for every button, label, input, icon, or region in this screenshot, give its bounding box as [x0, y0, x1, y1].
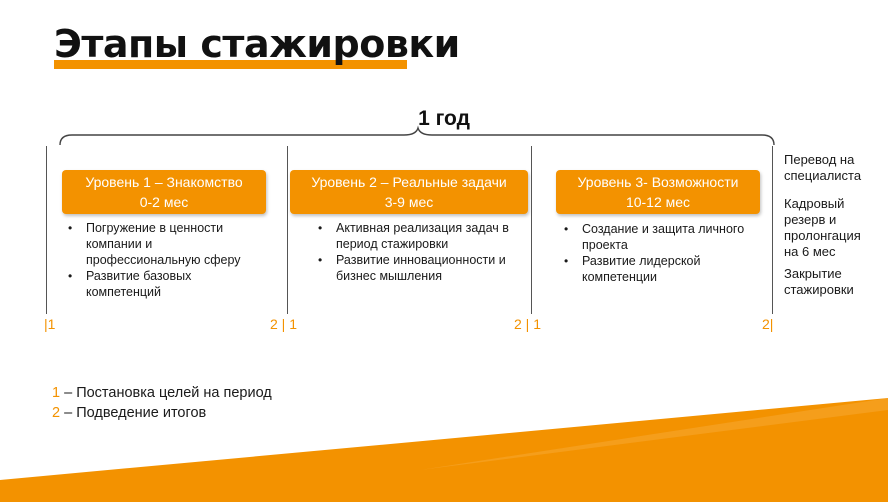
level-3-months: 10-12 мес [625, 194, 691, 210]
outcome-close: Закрытие стажировки [784, 266, 854, 297]
page-title: Этапы стажировки [54, 22, 460, 66]
list-item: • Развитие инновационности и бизнес мышления [314, 252, 514, 284]
legend-number: 1 [52, 385, 61, 401]
level-1-months: 0-2 мес [139, 194, 189, 210]
list-item: • Активная реализация задач в период стажировки [314, 220, 514, 252]
list-item: • Развитие лидерской компетенции [560, 253, 760, 285]
legend-text: – Постановка целей на период [60, 385, 272, 401]
marker-start: |1 [44, 316, 56, 332]
level-2-months: 3-9 мес [384, 194, 434, 210]
legend-text: – Подведение итогов [60, 405, 207, 421]
outcome-transfer: Перевод на специалиста [784, 152, 862, 183]
marker-end: 2| [762, 316, 774, 332]
period-label: 1 год [418, 107, 470, 130]
level-2-heading: Уровень 2 – Реальные задачи [311, 174, 507, 190]
marker-1-2: 2 | 1 [270, 316, 297, 332]
marker-2-3: 2 | 1 [514, 316, 541, 332]
list-item: • Создание и защита личного проекта [560, 221, 760, 253]
legend-number: 2 [52, 405, 61, 421]
level-1-heading: Уровень 1 – Знакомство [85, 174, 243, 190]
list-item: • Развитие базовых компетенций [64, 268, 264, 300]
list-item: • Погружение в ценности компании и профессиональную сферу [64, 220, 264, 268]
level-3-heading: Уровень 3- Возможности [577, 174, 739, 190]
outcome-reserve: Кадровый резерв и пролонгация на 6 мес [784, 196, 861, 259]
